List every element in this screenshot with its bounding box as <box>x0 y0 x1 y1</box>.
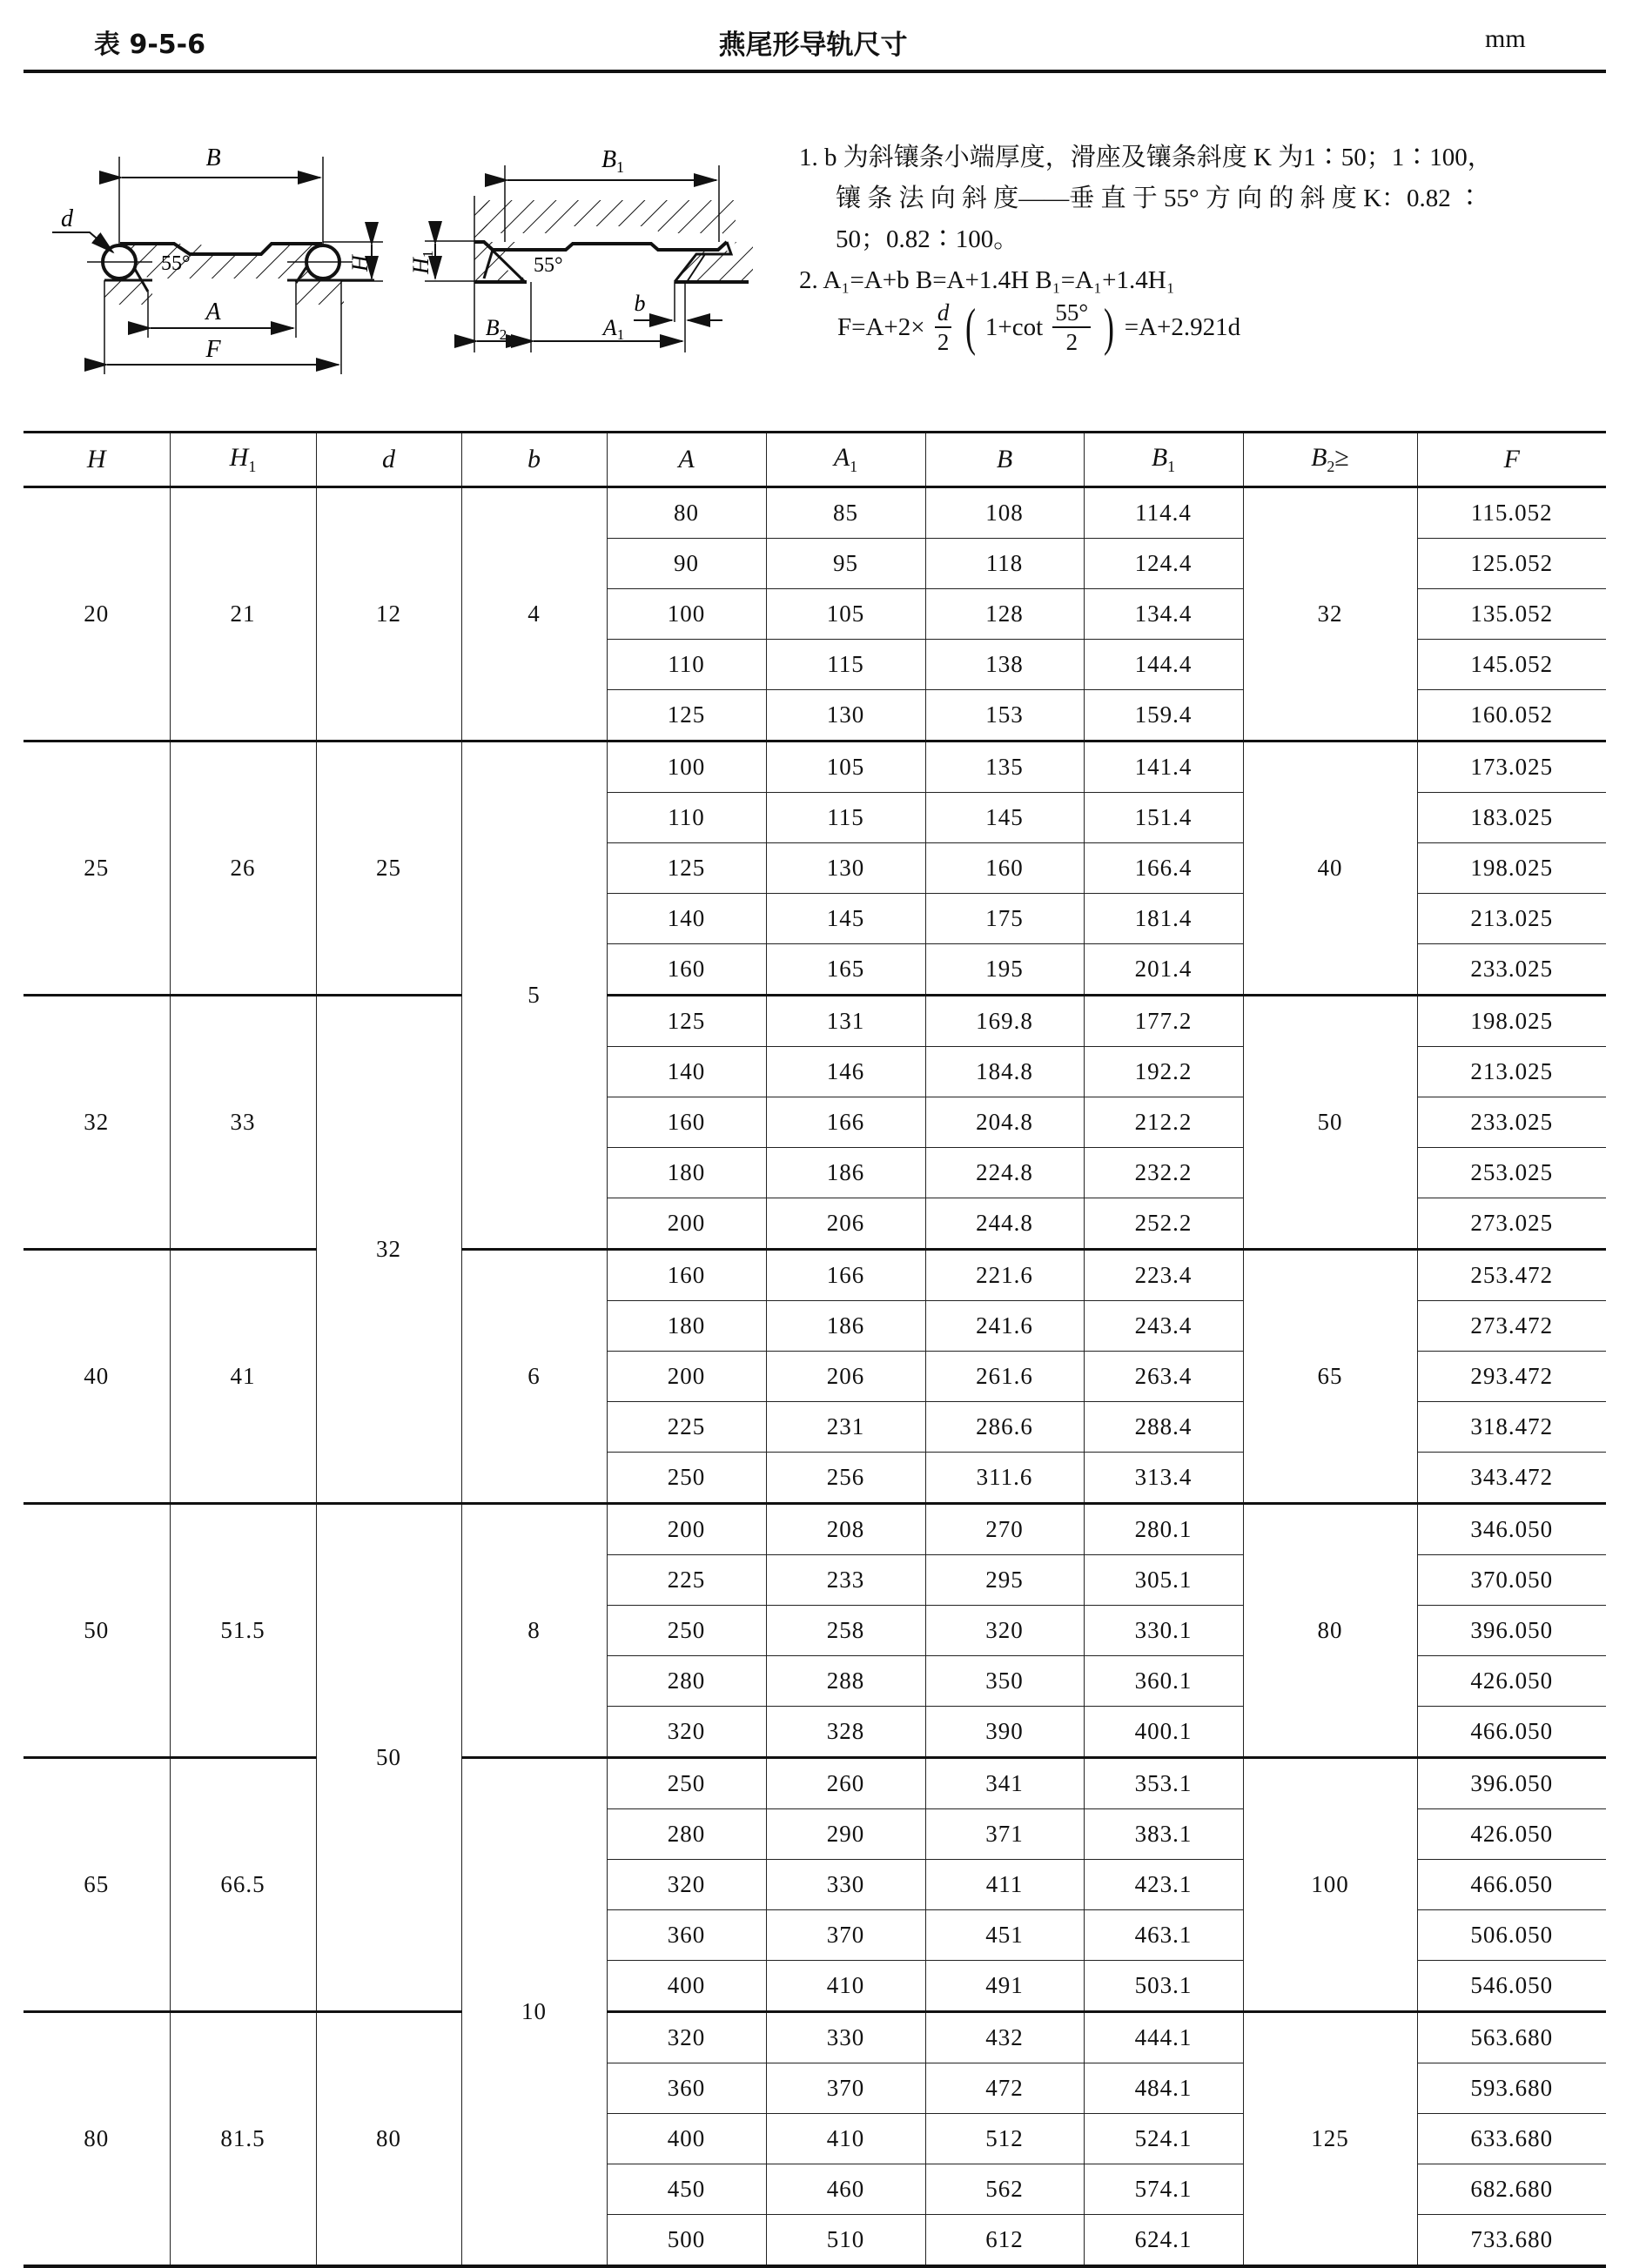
cell-F: 370.050 <box>1417 1555 1606 1606</box>
label-angle-right: 55° <box>534 254 563 277</box>
paren-close: ) <box>1104 299 1115 356</box>
cell-B2: 50 <box>1243 996 1417 1250</box>
cell-F: 546.050 <box>1417 1961 1606 2012</box>
cell-B2: 40 <box>1243 741 1417 996</box>
cell-A: 250 <box>607 1758 766 1809</box>
cell-A1: 115 <box>766 640 925 690</box>
cell-A: 180 <box>607 1301 766 1352</box>
fraction-55-over-2 <box>1052 299 1091 356</box>
cell-B2: 80 <box>1243 1504 1417 1758</box>
cell-A1: 165 <box>766 944 925 996</box>
cell-B1: 114.4 <box>1084 487 1243 539</box>
table-row <box>24 1758 1606 1809</box>
cell-d: 50 <box>316 1504 461 2012</box>
cell-F: 233.025 <box>1417 944 1606 996</box>
cell-H: 80 <box>24 2012 170 2267</box>
cell-F: 253.025 <box>1417 1148 1606 1198</box>
cell-B: 138 <box>925 640 1084 690</box>
cell-A: 90 <box>607 539 766 589</box>
table-row <box>24 996 1606 1047</box>
cell-B: 491 <box>925 1961 1084 2012</box>
cell-A: 180 <box>607 1148 766 1198</box>
cell-B1: 232.2 <box>1084 1148 1243 1198</box>
cell-B1: 624.1 <box>1084 2215 1243 2267</box>
cell-B: 295 <box>925 1555 1084 1606</box>
cell-B1: 263.4 <box>1084 1352 1243 1402</box>
cell-B: 195 <box>925 944 1084 996</box>
cell-F: 396.050 <box>1417 1758 1606 1809</box>
cell-A1: 130 <box>766 690 925 741</box>
cell-B1: 177.2 <box>1084 996 1243 1047</box>
cell-A: 125 <box>607 996 766 1047</box>
cell-A: 400 <box>607 1961 766 2012</box>
cell-A: 160 <box>607 1097 766 1148</box>
fraction-denominator: 2 <box>1065 329 1078 355</box>
cell-B: 128 <box>925 589 1084 640</box>
cell-B1: 159.4 <box>1084 690 1243 741</box>
cell-F: 160.052 <box>1417 690 1606 741</box>
cell-B1: 353.1 <box>1084 1758 1243 1809</box>
cell-A: 80 <box>607 487 766 539</box>
cell-H1: 81.5 <box>170 2012 316 2267</box>
column-label: B <box>1151 443 1168 472</box>
cell-A1: 330 <box>766 1860 925 1910</box>
cell-F: 633.680 <box>1417 2114 1606 2164</box>
column-label: d <box>382 445 395 473</box>
cell-B1: 223.4 <box>1084 1250 1243 1301</box>
cell-A: 100 <box>607 589 766 640</box>
cell-A1: 85 <box>766 487 925 539</box>
cell-B1: 243.4 <box>1084 1301 1243 1352</box>
cell-F: 733.680 <box>1417 2215 1606 2267</box>
cell-B1: 313.4 <box>1084 1453 1243 1504</box>
cell-B: 341 <box>925 1758 1084 1809</box>
label-B1: $B_1$ <box>601 146 625 176</box>
table-row <box>24 741 1606 793</box>
cell-A1: 258 <box>766 1606 925 1656</box>
cell-B: 244.8 <box>925 1198 1084 1250</box>
cell-H1: 66.5 <box>170 1758 316 2012</box>
cell-b: 8 <box>461 1504 607 1758</box>
column-header-B2 <box>1243 433 1417 487</box>
column-header-B <box>925 433 1084 487</box>
cell-F: 466.050 <box>1417 1707 1606 1758</box>
cell-B: 160 <box>925 843 1084 894</box>
cell-b: 4 <box>461 487 607 741</box>
fraction-d-over-2 <box>935 299 952 356</box>
label-A1: A1 <box>602 315 625 343</box>
table-header-row <box>24 433 1606 487</box>
cell-A: 160 <box>607 944 766 996</box>
cell-B2: 65 <box>1243 1250 1417 1504</box>
formula-F <box>837 299 1240 368</box>
cell-H: 25 <box>24 741 170 996</box>
column-header-b <box>461 433 607 487</box>
column-subscript: 1 <box>248 458 257 475</box>
cell-B1: 305.1 <box>1084 1555 1243 1606</box>
label-H1: H1 <box>408 250 436 274</box>
cell-A1: 256 <box>766 1453 925 1504</box>
cell-A: 450 <box>607 2164 766 2215</box>
cell-A: 360 <box>607 2063 766 2114</box>
cell-B: 221.6 <box>925 1250 1084 1301</box>
cell-F: 253.472 <box>1417 1250 1606 1301</box>
cell-F: 198.025 <box>1417 996 1606 1047</box>
column-subscript: 1 <box>1167 458 1176 475</box>
fraction-numerator: d <box>935 299 952 328</box>
column-header-B1 <box>1084 433 1243 487</box>
label-angle-left: 55° <box>161 252 191 275</box>
cell-A1: 186 <box>766 1148 925 1198</box>
cell-A1: 231 <box>766 1402 925 1453</box>
cell-B1: 280.1 <box>1084 1504 1243 1555</box>
cell-H: 32 <box>24 996 170 1250</box>
cell-A: 160 <box>607 1250 766 1301</box>
cell-b: 5 <box>461 741 607 1250</box>
cell-B: 153 <box>925 690 1084 741</box>
cell-B1: 181.4 <box>1084 894 1243 944</box>
cell-B: 311.6 <box>925 1453 1084 1504</box>
cell-F: 318.472 <box>1417 1402 1606 1453</box>
cell-A: 280 <box>607 1809 766 1860</box>
note-2-line-1: 2. A₁=A+b B=A+1.4H B₁=A₁+1.4H₁ <box>799 266 1175 294</box>
cell-A: 140 <box>607 894 766 944</box>
cell-H1: 51.5 <box>170 1504 316 1758</box>
cell-F: 198.025 <box>1417 843 1606 894</box>
cell-F: 183.025 <box>1417 793 1606 843</box>
cell-A1: 95 <box>766 539 925 589</box>
cell-B1: 330.1 <box>1084 1606 1243 1656</box>
cell-B: 224.8 <box>925 1148 1084 1198</box>
cell-d: 32 <box>316 996 461 1504</box>
cell-F: 346.050 <box>1417 1504 1606 1555</box>
cell-A: 320 <box>607 1860 766 1910</box>
cell-B: 108 <box>925 487 1084 539</box>
label-F: F <box>205 336 221 363</box>
column-header-A <box>607 433 766 487</box>
cell-A1: 131 <box>766 996 925 1047</box>
cell-d: 25 <box>316 741 461 996</box>
cell-b: 10 <box>461 1758 607 2267</box>
cell-A1: 146 <box>766 1047 925 1097</box>
label-d: d <box>61 205 73 232</box>
cell-F: 396.050 <box>1417 1606 1606 1656</box>
cell-B: 241.6 <box>925 1301 1084 1352</box>
column-suffix: ≥ <box>1334 443 1349 472</box>
column-label: A <box>678 445 695 473</box>
cell-A1: 206 <box>766 1352 925 1402</box>
cell-A1: 510 <box>766 2215 925 2267</box>
cell-A: 320 <box>607 2012 766 2063</box>
cell-B: 562 <box>925 2164 1084 2215</box>
cell-B: 270 <box>925 1504 1084 1555</box>
cell-B: 432 <box>925 2012 1084 2063</box>
cell-B1: 463.1 <box>1084 1910 1243 1961</box>
cell-B1: 288.4 <box>1084 1402 1243 1453</box>
cell-B: 472 <box>925 2063 1084 2114</box>
cell-B1: 201.4 <box>1084 944 1243 996</box>
cell-A1: 166 <box>766 1097 925 1148</box>
slide-section <box>408 146 753 352</box>
cell-F: 135.052 <box>1417 589 1606 640</box>
cell-B: 451 <box>925 1910 1084 1961</box>
cell-F: 173.025 <box>1417 741 1606 793</box>
cell-F: 506.050 <box>1417 1910 1606 1961</box>
cell-B: 118 <box>925 539 1084 589</box>
column-header-H <box>24 433 170 487</box>
cell-A1: 288 <box>766 1656 925 1707</box>
cell-A1: 460 <box>766 2164 925 2215</box>
cell-B1: 423.1 <box>1084 1860 1243 1910</box>
label-A: A <box>205 299 221 325</box>
cell-B1: 360.1 <box>1084 1656 1243 1707</box>
column-label: H <box>229 443 249 472</box>
cell-F: 273.025 <box>1417 1198 1606 1250</box>
table-row <box>24 2012 1606 2063</box>
cell-A1: 115 <box>766 793 925 843</box>
formula-inner: 1+cot <box>984 312 1044 341</box>
cell-B1: 212.2 <box>1084 1097 1243 1148</box>
cell-F: 145.052 <box>1417 640 1606 690</box>
cell-A: 125 <box>607 690 766 741</box>
cell-A: 200 <box>607 1352 766 1402</box>
cell-F: 682.680 <box>1417 2164 1606 2215</box>
cell-A: 110 <box>607 640 766 690</box>
page-title: 燕尾形导轨尺寸 <box>718 30 908 61</box>
cell-B: 286.6 <box>925 1402 1084 1453</box>
cell-A: 400 <box>607 2114 766 2164</box>
cell-A: 110 <box>607 793 766 843</box>
cell-B1: 144.4 <box>1084 640 1243 690</box>
cell-A1: 233 <box>766 1555 925 1606</box>
cell-F: 273.472 <box>1417 1301 1606 1352</box>
unit-label: mm <box>1485 24 1526 53</box>
header-rule <box>24 70 1606 73</box>
note-1-line-1: 1. b 为斜镶条小端厚度，滑座及镶条斜度 K 为1∶50；1∶100， <box>799 144 1493 171</box>
cell-H: 40 <box>24 1250 170 1504</box>
cell-B: 371 <box>925 1809 1084 1860</box>
cell-B: 350 <box>925 1656 1084 1707</box>
cell-B: 320 <box>925 1606 1084 1656</box>
cell-B: 169.8 <box>925 996 1084 1047</box>
column-label: H <box>86 445 106 473</box>
cell-F: 593.680 <box>1417 2063 1606 2114</box>
cell-B2: 125 <box>1243 2012 1417 2267</box>
guide-rail-section <box>52 144 383 374</box>
fraction-denominator: 2 <box>937 329 950 355</box>
column-header-d <box>316 433 461 487</box>
cell-A: 280 <box>607 1656 766 1707</box>
cell-A: 225 <box>607 1555 766 1606</box>
dimension-table <box>24 431 1606 2268</box>
table-row <box>24 1250 1606 1301</box>
cell-H1: 21 <box>170 487 316 741</box>
cell-F: 426.050 <box>1417 1656 1606 1707</box>
cell-A: 140 <box>607 1047 766 1097</box>
label-B2: B2 <box>485 315 507 343</box>
cell-A1: 410 <box>766 1961 925 2012</box>
cell-F: 293.472 <box>1417 1352 1606 1402</box>
label-B: B <box>205 144 221 171</box>
cell-B1: 134.4 <box>1084 589 1243 640</box>
cell-B1: 124.4 <box>1084 539 1243 589</box>
column-label: B <box>1311 443 1327 472</box>
cell-B: 390 <box>925 1707 1084 1758</box>
cell-A1: 410 <box>766 2114 925 2164</box>
cell-B1: 444.1 <box>1084 2012 1243 2063</box>
cell-A: 360 <box>607 1910 766 1961</box>
note-1-line-3: 50；0.82∶100。 <box>836 225 1019 253</box>
cell-A1: 206 <box>766 1198 925 1250</box>
cell-B1: 383.1 <box>1084 1809 1243 1860</box>
cell-A: 125 <box>607 843 766 894</box>
cell-A1: 186 <box>766 1301 925 1352</box>
cell-A: 200 <box>607 1504 766 1555</box>
cell-B1: 484.1 <box>1084 2063 1243 2114</box>
table-number: 表 9-5-6 <box>94 30 205 60</box>
cell-H1: 26 <box>170 741 316 996</box>
column-header-F <box>1417 433 1606 487</box>
cell-F: 466.050 <box>1417 1860 1606 1910</box>
cell-B: 175 <box>925 894 1084 944</box>
formula-lhs: F=A+2× <box>837 312 925 341</box>
label-b: b <box>634 291 646 316</box>
table-body <box>24 487 1606 2267</box>
cell-H: 50 <box>24 1504 170 1758</box>
cell-B1: 503.1 <box>1084 1961 1243 2012</box>
cell-A1: 208 <box>766 1504 925 1555</box>
column-label: A <box>833 443 850 472</box>
cell-A1: 105 <box>766 741 925 793</box>
label-H: H <box>347 255 373 272</box>
cell-B1: 141.4 <box>1084 741 1243 793</box>
formula-rhs: =A+2.921d <box>1124 312 1241 341</box>
cell-H: 65 <box>24 1758 170 2012</box>
fraction-numerator: 55° <box>1052 299 1091 328</box>
column-header-H1 <box>170 433 316 487</box>
cell-H1: 33 <box>170 996 316 1250</box>
cell-B: 204.8 <box>925 1097 1084 1148</box>
cell-F: 233.025 <box>1417 1097 1606 1148</box>
paren-open: ( <box>964 299 976 356</box>
cell-d: 80 <box>316 2012 461 2267</box>
table-row <box>24 1504 1606 1555</box>
cell-H: 20 <box>24 487 170 741</box>
column-subscript: 1 <box>850 458 858 475</box>
dovetail-guide-diagram <box>0 113 783 392</box>
cell-B: 145 <box>925 793 1084 843</box>
cell-B1: 524.1 <box>1084 2114 1243 2164</box>
cell-F: 426.050 <box>1417 1809 1606 1860</box>
cell-B1: 166.4 <box>1084 843 1243 894</box>
column-label: B <box>996 445 1013 473</box>
cell-A1: 166 <box>766 1250 925 1301</box>
cell-F: 343.472 <box>1417 1453 1606 1504</box>
cell-A1: 260 <box>766 1758 925 1809</box>
cell-F: 125.052 <box>1417 539 1606 589</box>
cell-B1: 252.2 <box>1084 1198 1243 1250</box>
cell-A: 250 <box>607 1453 766 1504</box>
cell-A1: 145 <box>766 894 925 944</box>
column-subscript: 2 <box>1327 458 1335 475</box>
cell-B: 512 <box>925 2114 1084 2164</box>
cell-B: 184.8 <box>925 1047 1084 1097</box>
cell-B: 411 <box>925 1860 1084 1910</box>
cell-d: 12 <box>316 487 461 741</box>
cell-A: 225 <box>607 1402 766 1453</box>
cell-B1: 192.2 <box>1084 1047 1243 1097</box>
cell-A: 200 <box>607 1198 766 1250</box>
column-label: F <box>1503 445 1520 473</box>
cell-B: 135 <box>925 741 1084 793</box>
cell-A1: 370 <box>766 1910 925 1961</box>
cell-F: 115.052 <box>1417 487 1606 539</box>
cell-B2: 100 <box>1243 1758 1417 2012</box>
column-label: b <box>527 445 541 473</box>
cell-A1: 130 <box>766 843 925 894</box>
cell-A1: 330 <box>766 2012 925 2063</box>
cell-F: 563.680 <box>1417 2012 1606 2063</box>
cell-B1: 151.4 <box>1084 793 1243 843</box>
cell-A1: 290 <box>766 1809 925 1860</box>
cell-A1: 105 <box>766 589 925 640</box>
notes-block <box>799 138 1609 356</box>
cell-A1: 370 <box>766 2063 925 2114</box>
cell-B1: 574.1 <box>1084 2164 1243 2215</box>
cell-H1: 41 <box>170 1250 316 1504</box>
cell-A: 100 <box>607 741 766 793</box>
cell-F: 213.025 <box>1417 1047 1606 1097</box>
cell-b: 6 <box>461 1250 607 1504</box>
table-row <box>24 487 1606 539</box>
cell-F: 213.025 <box>1417 894 1606 944</box>
cell-B2: 32 <box>1243 487 1417 741</box>
cell-A1: 328 <box>766 1707 925 1758</box>
cell-B1: 400.1 <box>1084 1707 1243 1758</box>
cell-B: 612 <box>925 2215 1084 2267</box>
cell-B: 261.6 <box>925 1352 1084 1402</box>
cell-A: 500 <box>607 2215 766 2267</box>
cell-A: 320 <box>607 1707 766 1758</box>
cell-A: 250 <box>607 1606 766 1656</box>
column-header-A1 <box>766 433 925 487</box>
note-1-line-2: 镶 条 法 向 斜 度——垂 直 于 55° 方 向 的 斜 度 K：0.82 ∶ <box>836 185 1483 212</box>
